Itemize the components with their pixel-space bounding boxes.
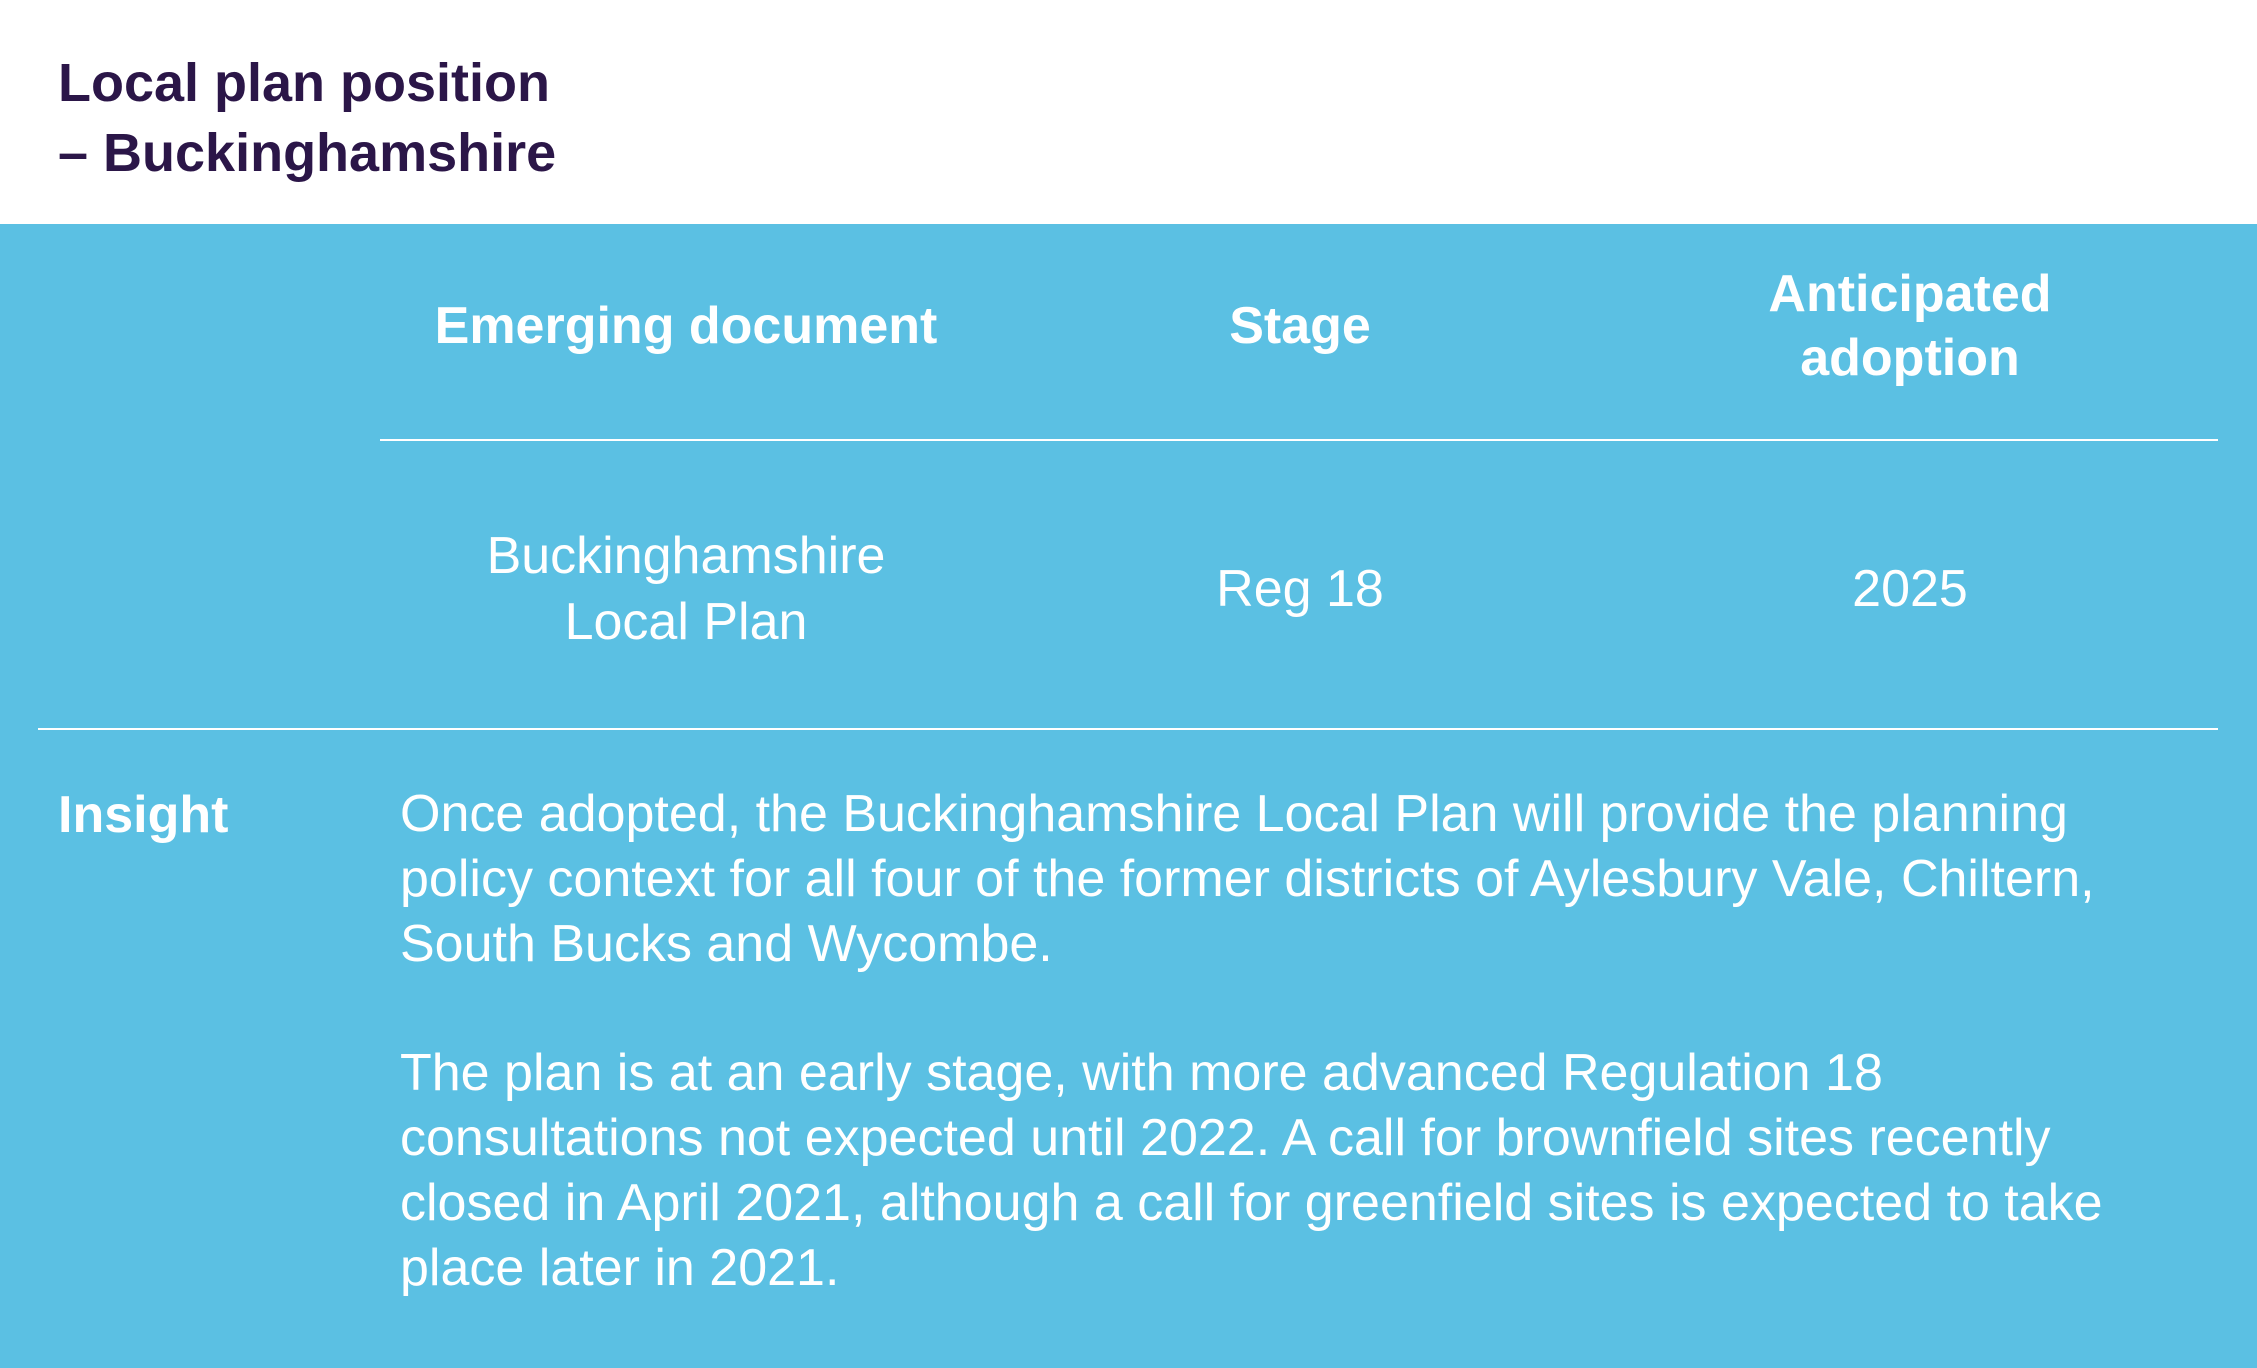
cell-stage bbox=[1100, 556, 1500, 622]
cell-adoption-value: 2025 bbox=[1852, 560, 1968, 618]
header-anticipated-adoption bbox=[1610, 262, 2210, 390]
header-stage-label: Stage bbox=[1229, 297, 1371, 355]
row-divider bbox=[38, 728, 2218, 730]
insight-paragraph-1: Once adopted, the Buckinghamshire Local Plan will provide the planning policy context for all four of the former districts of Aylesbury Vale, Chiltern, South Bucks and Wycombe. bbox=[400, 785, 2095, 973]
cell-document-line-2: Local Plan bbox=[564, 593, 808, 651]
plan-position-panel bbox=[0, 224, 2257, 1368]
cell-anticipated-adoption bbox=[1610, 556, 2210, 622]
header-adoption-line-2: adoption bbox=[1800, 329, 2020, 387]
page-title bbox=[58, 48, 556, 188]
cell-stage-value: Reg 18 bbox=[1216, 560, 1384, 618]
header-emerging-document bbox=[380, 294, 992, 358]
cell-document-line-1: Buckinghamshire bbox=[486, 527, 886, 585]
header-divider bbox=[380, 439, 2218, 441]
page-title-line-1: Local plan position bbox=[58, 53, 551, 113]
cell-emerging-document bbox=[380, 523, 992, 655]
header-stage bbox=[1100, 294, 1500, 358]
page-title-line-2: – Buckinghamshire bbox=[58, 123, 557, 183]
insight-label: Insight bbox=[58, 786, 229, 844]
insight-paragraph-2: The plan is at an early stage, with more advanced Regulation 18 consultations not expected until 2022. A call for brownfield sites recently closed in April 2021, although a call for greenfield sites is expected to take place later in 2021. bbox=[400, 1044, 2103, 1297]
insight-body bbox=[400, 782, 2200, 1365]
header-adoption-line-1: Anticipated bbox=[1768, 265, 2052, 323]
header-emerging-document-label: Emerging document bbox=[434, 297, 938, 355]
